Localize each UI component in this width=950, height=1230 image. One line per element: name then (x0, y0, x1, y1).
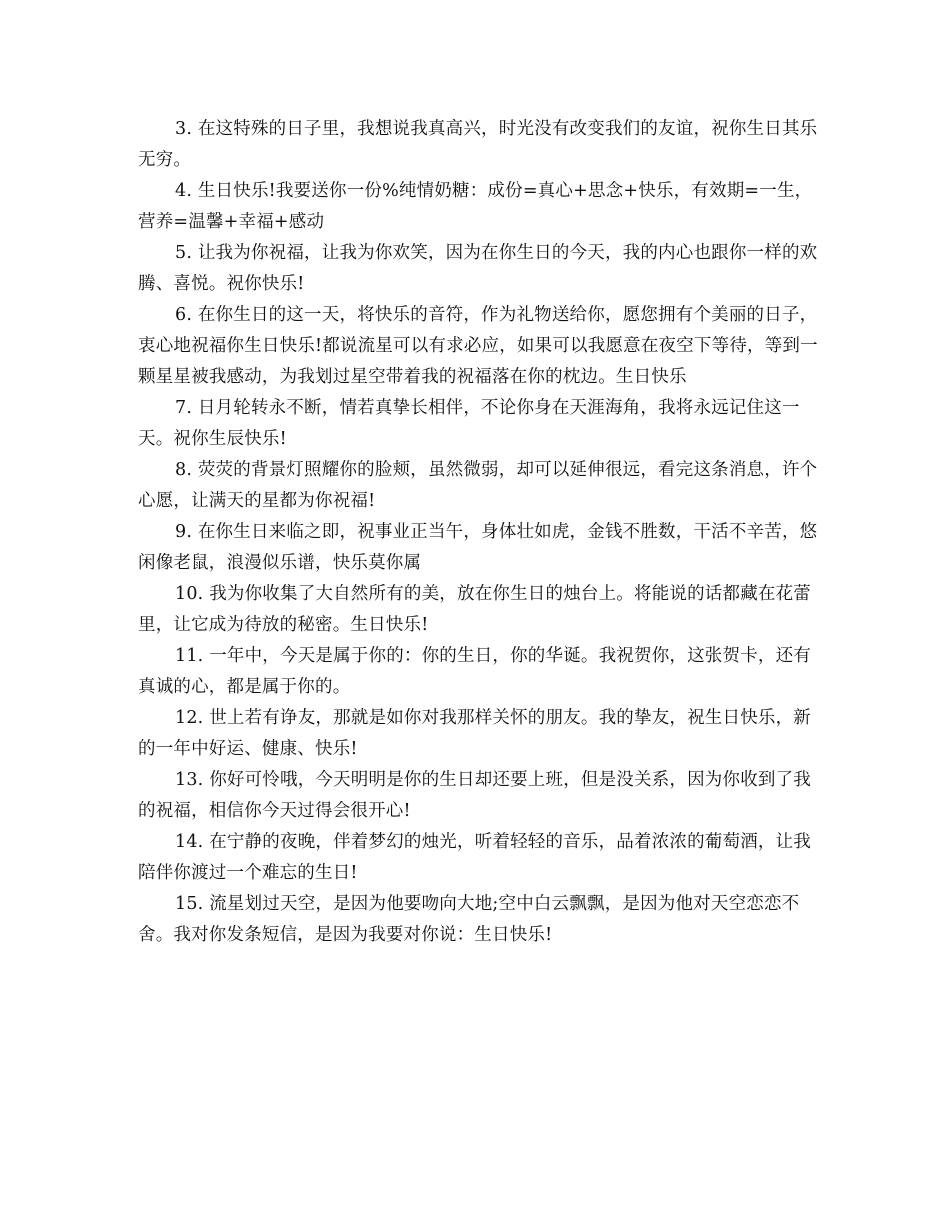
list-item: 7. 日月轮转永不断，情若真挚长相伴，不论你身在天涯海角，我将永远记住这一天。祝你生辰快乐! (138, 398, 800, 449)
document-body (138, 114, 822, 951)
list-item: 10. 我为你收集了大自然所有的美，放在你生日的烛台上。将能说的话都藏在花蕾里，让它成为待放的秘密。生日快乐! (138, 584, 811, 635)
list-item: 14. 在宁静的夜晚，伴着梦幻的烛光，听着轻轻的音乐，品着浓浓的葡萄酒，让我陪伴你渡过一个难忘的生日! (138, 832, 811, 883)
list-item: 3. 在这特殊的日子里，我想说我真高兴，时光没有改变我们的友谊，祝你生日其乐无穷。 (138, 119, 818, 170)
list-item: 12. 世上若有诤友，那就是如你对我那样关怀的朋友。我的挚友，祝生日快乐，新的一年中好运、健康、快乐! (138, 708, 811, 759)
list-item: 15. 流星划过天空，是因为他要吻向大地;空中白云飘飘，是因为他对天空恋恋不舍。我对你发条短信，是因为我要对你说：生日快乐! (138, 894, 800, 945)
list-item: 5. 让我为你祝福，让我为你欢笑，因为在你生日的今天，我的内心也跟你一样的欢腾、喜悦。祝你快乐! (138, 243, 818, 294)
list-item: 11. 一年中，今天是属于你的：你的生日，你的华诞。我祝贺你，这张贺卡，还有真诚的心，都是属于你的。 (138, 646, 811, 697)
list-item: 8. 荧荧的背景灯照耀你的脸颊，虽然微弱，却可以延伸很远，看完这条消息，许个心愿，让满天的星都为你祝福! (138, 460, 818, 511)
list-item: 6. 在你生日的这一天，将快乐的音符，作为礼物送给你，愿您拥有个美丽的日子，衷心地祝福你生日快乐!都说流星可以有求必应，如果可以我愿意在夜空下等待，等到一颗星星被我感动，为我划过星空带着我的祝福落在你的枕边。生日快乐 (138, 305, 818, 387)
list-item: 13. 你好可怜哦，今天明明是你的生日却还要上班，但是没关系，因为你收到了我的祝福，相信你今天过得会很开心! (138, 770, 811, 821)
list-item: 4. 生日快乐!我要送你一份%纯情奶糖：成份=真心+思念+快乐，有效期=一生，营养=温馨+幸福+感动 (138, 181, 813, 232)
list-item: 9. 在你生日来临之即，祝事业正当午，身体壮如虎，金钱不胜数，干活不辛苦，悠闲像老鼠，浪漫似乐谱，快乐莫你属 (138, 522, 818, 573)
